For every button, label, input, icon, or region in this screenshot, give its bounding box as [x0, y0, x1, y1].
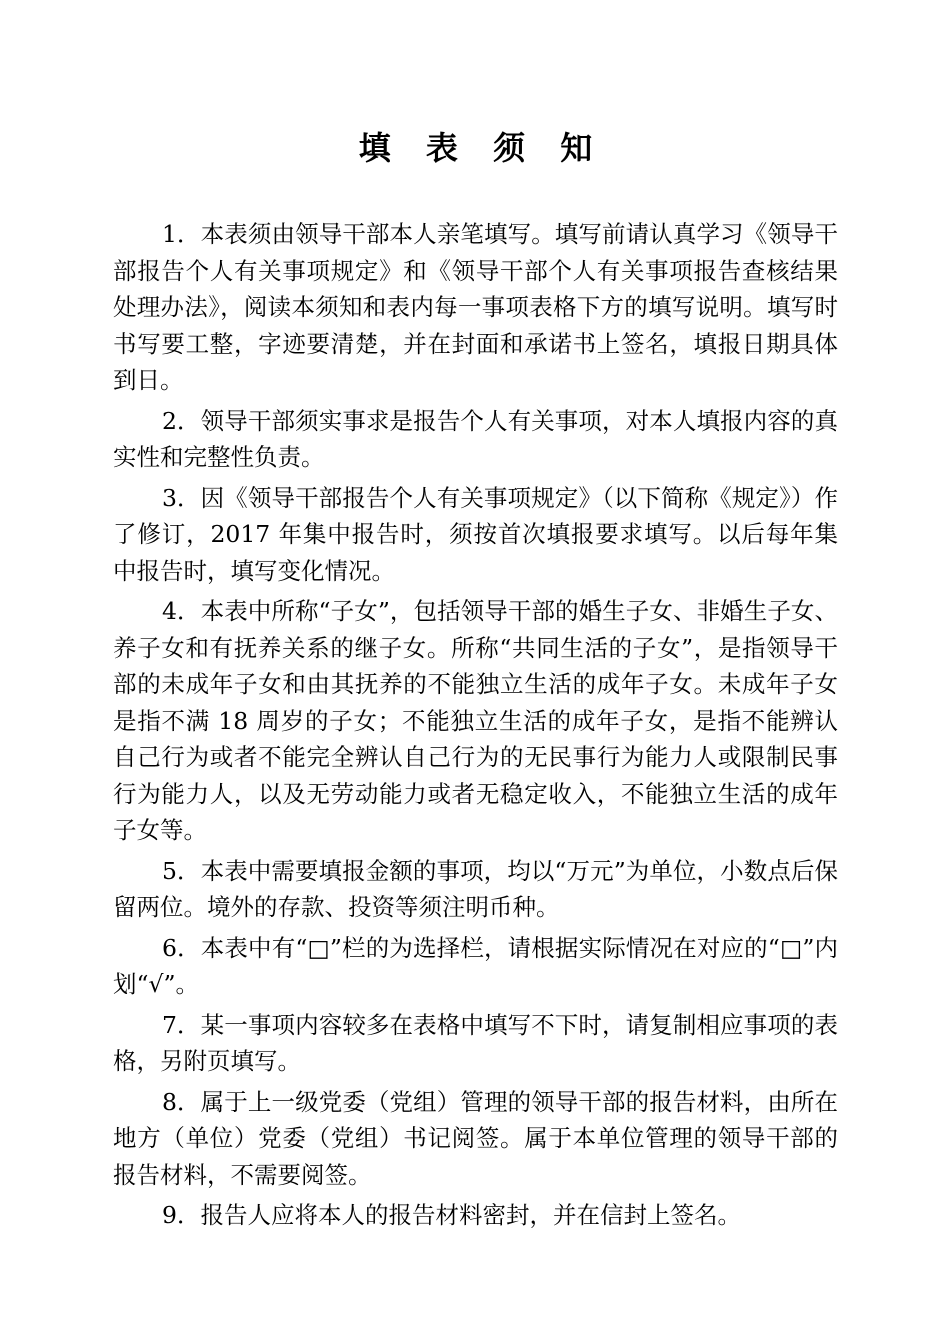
- instruction-paragraph-8: 8．属于上一级党委（党组）管理的领导干部的报告材料，由所在地方（单位）党委（党组）书记阅签。属于本单位管理的领导干部的报告材料，不需要阅签。: [113, 1087, 838, 1189]
- instruction-paragraph-9: 9．报告人应将本人的报告材料密封，并在信封上签名。: [162, 1201, 741, 1229]
- instruction-paragraph-3: 3．因《领导干部报告个人有关事项规定》（以下简称《规定》）作了修订，2017 年集中报告时，须按首次填报要求填写。以后每年集中报告时，填写变化情况。: [113, 483, 838, 585]
- page-title: 填 表 须 知: [358, 129, 605, 167]
- instruction-paragraph-2: 2．领导干部须实事求是报告个人有关事项，对本人填报内容的真实性和完整性负责。: [113, 406, 838, 471]
- instruction-paragraph-4: 4．本表中所称“子女”，包括领导干部的婚生子女、非婚生子女、养子女和有抚养关系的继子女。所称“共同生活的子女”，是指领导干部的未成年子女和由其抚养的不能独立生活的成年子女。未成年子女是指不满 18 周岁的子女；不能独立生活的成年子女，是指不能辨认自己行为或者不能完全辨认自己行为的无民事行为能力人或限制民事行为能力人，以及无劳动能力或者无稳定收入，不能独立生活的成年子女等。: [113, 597, 838, 844]
- instruction-paragraph-1: 1．本表须由领导干部本人亲笔填写。填写前请认真学习《领导干部报告个人有关事项规定》和《领导干部个人有关事项报告查核结果处理办法》，阅读本须知和表内每一事项表格下方的填写说明。填写时书写要工整，字迹要清楚，并在封面和承诺书上签名，填报日期具体到日。: [113, 220, 838, 394]
- instruction-paragraph-5: 5．本表中需要填报金额的事项，均以“万元”为单位，小数点后保留两位。境外的存款、投资等须注明币种。: [113, 856, 838, 921]
- instruction-paragraph-6: 6．本表中有“□”栏的为选择栏，请根据实际情况在对应的“□”内划“√”。: [113, 933, 838, 998]
- instruction-paragraph-7: 7．某一事项内容较多在表格中填写不下时，请复制相应事项的表格，另附页填写。: [113, 1010, 838, 1075]
- document-page: [113, 128, 838, 1238]
